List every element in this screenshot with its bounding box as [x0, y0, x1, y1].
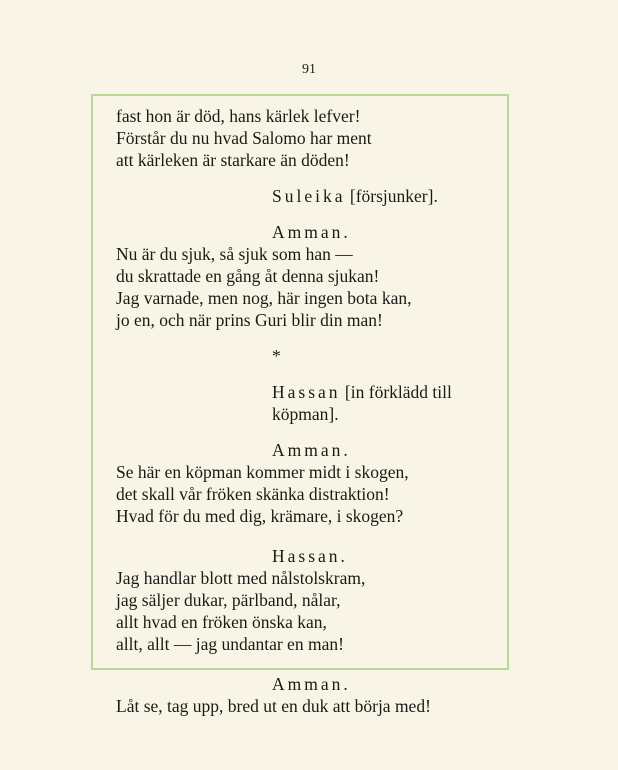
verse-line: Jag handlar blott med nålstolskram,: [116, 568, 366, 588]
verse-line: att kärleken är starkare än döden!: [116, 150, 350, 170]
verse-line: allt hvad en fröken önska kan,: [116, 612, 327, 632]
speaker-heading: [116, 185, 496, 207]
page-number: 91: [302, 62, 316, 77]
poem-text: [116, 105, 496, 717]
speaker-name: Amman.: [272, 222, 351, 242]
verse-line: jag säljer dukar, pärlband, nålar,: [116, 590, 341, 610]
verse-line: allt, allt — jag undantar en man!: [116, 634, 344, 654]
verse-line: Låt se, tag upp, bred ut en duk att börja med!: [116, 696, 431, 716]
verse-line: Hvad för du med dig, krämare, i skogen?: [116, 506, 404, 526]
speaker-heading: [116, 381, 496, 403]
verse-line: Jag varnade, men nog, här ingen bota kan,: [116, 288, 412, 308]
verse-line: Förstår du nu hvad Salomo har ment: [116, 128, 372, 148]
speaker-name: Amman.: [272, 440, 351, 460]
speaker-name: Hassan: [272, 382, 341, 402]
stage-direction: köpman].: [272, 404, 339, 424]
speaker-name: Hassan.: [272, 546, 348, 566]
speaker-name: Amman.: [272, 674, 351, 694]
verse-line: Se här en köpman kommer midt i skogen,: [116, 462, 409, 482]
stage-direction: [försjunker].: [349, 186, 438, 206]
verse-line: fast hon är död, hans kärlek lefver!: [116, 106, 361, 126]
verse-line: jo en, och när prins Guri blir din man!: [116, 310, 383, 330]
stage-direction: [in förklädd till: [344, 382, 452, 402]
verse-line: Nu är du sjuk, så sjuk som han —: [116, 244, 353, 264]
speaker-name: Suleika: [272, 186, 346, 206]
scene-separator: *: [272, 346, 281, 366]
verse-line: det skall vår fröken skänka distraktion!: [116, 484, 390, 504]
verse-line: du skrattade en gång åt denna sjukan!: [116, 266, 380, 286]
